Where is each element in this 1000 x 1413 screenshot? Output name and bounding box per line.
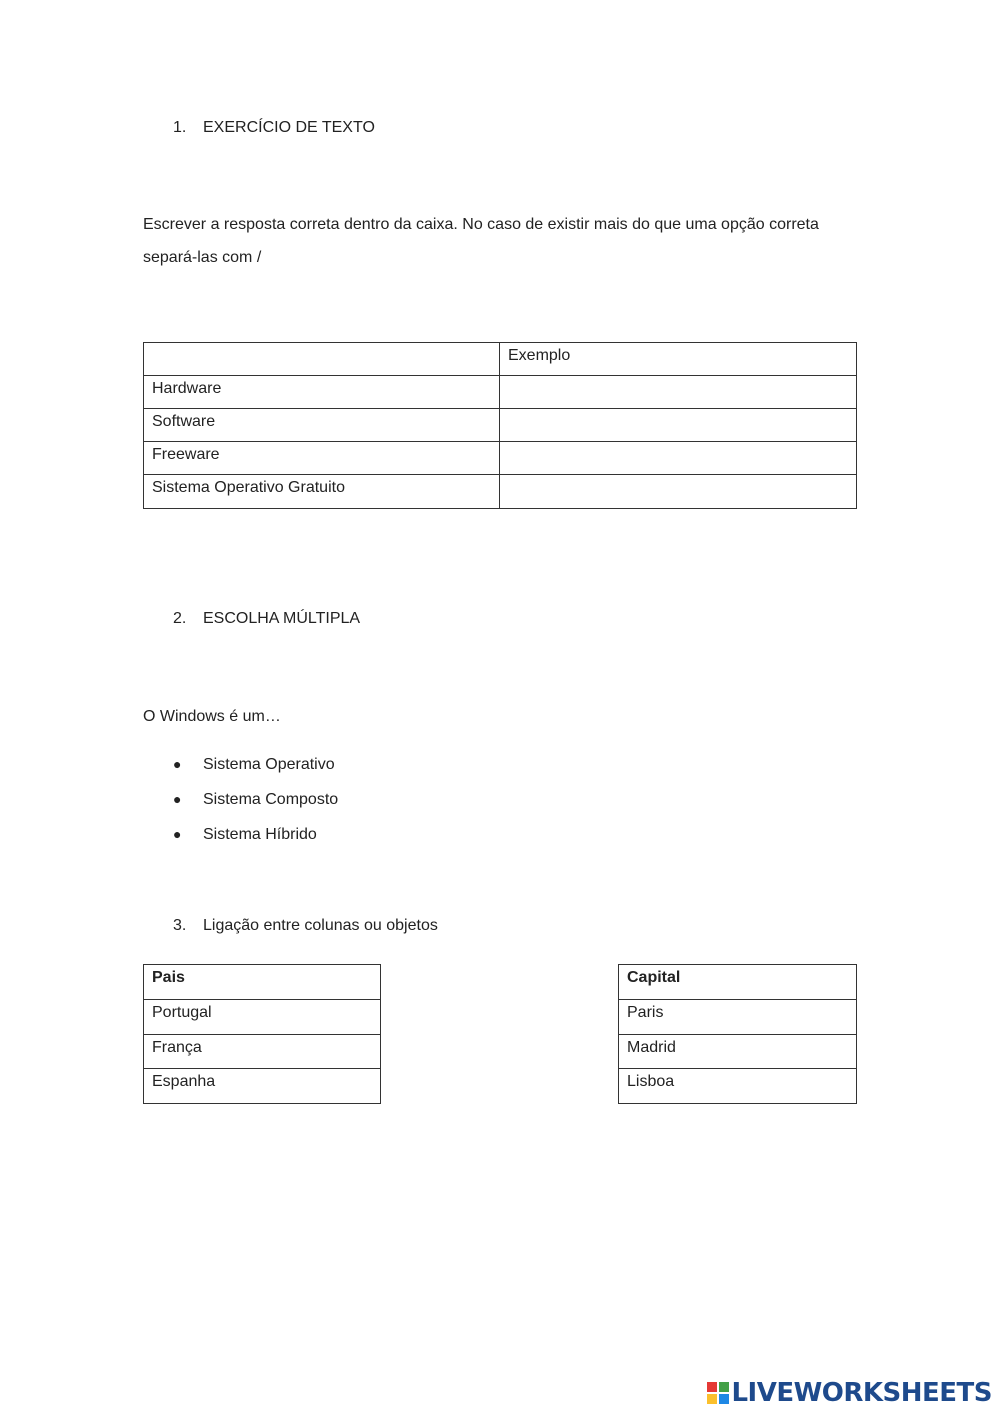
country-item[interactable]: França bbox=[144, 1035, 381, 1069]
section-3-number: 3. bbox=[173, 917, 187, 934]
table-row bbox=[144, 409, 857, 442]
table-row bbox=[144, 376, 857, 409]
country-item[interactable]: Portugal bbox=[144, 1000, 381, 1035]
country-table bbox=[143, 964, 381, 1104]
table-header-cell: Exemplo bbox=[500, 343, 857, 376]
option-label: Sistema Composto bbox=[203, 791, 339, 808]
capital-item[interactable]: Paris bbox=[619, 1000, 857, 1035]
section-2-title: ESCOLHA MÚLTIPLA bbox=[203, 610, 361, 627]
term-cell: Sistema Operativo Gratuito bbox=[144, 475, 500, 509]
country-item[interactable]: Espanha bbox=[144, 1069, 381, 1104]
option-label: Sistema Híbrido bbox=[203, 826, 317, 843]
table-row bbox=[144, 442, 857, 475]
bullet-icon: ● bbox=[173, 826, 182, 842]
liveworksheets-logo bbox=[707, 1378, 992, 1408]
text-exercise-table bbox=[143, 342, 857, 509]
answer-input-cell[interactable] bbox=[500, 475, 857, 509]
term-cell: Software bbox=[144, 409, 500, 442]
capital-table bbox=[618, 964, 857, 1104]
table-header-row bbox=[144, 343, 857, 376]
option-label: Sistema Operativo bbox=[203, 756, 335, 773]
bullet-icon: ● bbox=[173, 756, 182, 772]
section-3-heading bbox=[173, 917, 438, 935]
answer-input-cell[interactable] bbox=[500, 442, 857, 475]
multiple-choice-question: O Windows é um… bbox=[143, 708, 281, 725]
capital-item[interactable]: Lisboa bbox=[619, 1069, 857, 1104]
section-1-title: EXERCÍCIO DE TEXTO bbox=[203, 119, 375, 136]
term-cell: Freeware bbox=[144, 442, 500, 475]
section-2-number: 2. bbox=[173, 610, 187, 627]
option-item[interactable] bbox=[173, 788, 338, 823]
capital-item[interactable]: Madrid bbox=[619, 1035, 857, 1069]
answer-input-cell[interactable] bbox=[500, 376, 857, 409]
section-3-title: Ligação entre colunas ou objetos bbox=[203, 917, 438, 934]
section-1-instructions: Escrever a resposta correta dentro da caixa. No caso de existir mais do que uma opção correta separá-las com / bbox=[143, 216, 819, 266]
term-cell: Hardware bbox=[144, 376, 500, 409]
section-2-heading bbox=[173, 610, 360, 628]
section-1-number: 1. bbox=[173, 119, 187, 136]
logo-text: LIVEWORKSHEETS bbox=[731, 1378, 992, 1408]
section-1-heading bbox=[173, 119, 375, 137]
logo-mark-icon bbox=[707, 1382, 729, 1404]
capital-header: Capital bbox=[619, 965, 857, 1000]
multiple-choice-options bbox=[173, 753, 338, 858]
option-item[interactable] bbox=[173, 753, 338, 788]
table-row bbox=[144, 475, 857, 509]
country-header: Pais bbox=[144, 965, 381, 1000]
bullet-icon: ● bbox=[173, 791, 182, 807]
table-header-cell bbox=[144, 343, 500, 376]
option-item[interactable] bbox=[173, 823, 338, 858]
answer-input-cell[interactable] bbox=[500, 409, 857, 442]
